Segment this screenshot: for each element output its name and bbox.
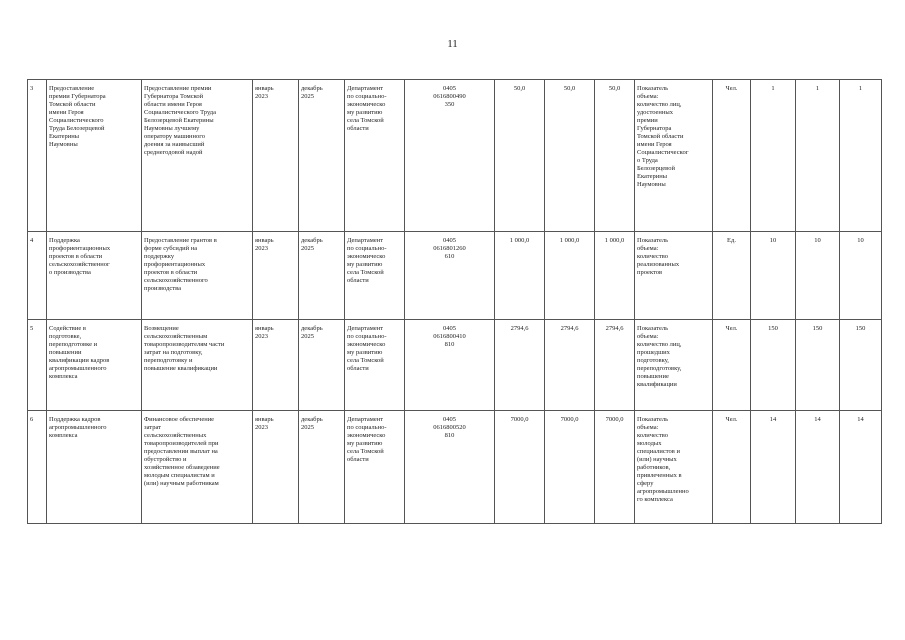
funding-year-1: 7000,0	[495, 411, 545, 524]
table-row	[28, 411, 882, 524]
executor: Департамент по социально- экономическо му развитию села Томской области	[345, 411, 405, 524]
indicator-value-year-1: 14	[751, 411, 796, 524]
row-number: 6	[28, 411, 47, 524]
indicator-value-year-2: 1	[796, 80, 840, 232]
activity-description: Возмещение сельскохозяйственным товаропроизводителям части затрат на подготовку, переподготовку и повышение квалификации	[142, 320, 253, 411]
funding-year-1: 2794,6	[495, 320, 545, 411]
indicator-unit: Чел.	[713, 411, 751, 524]
indicator-value-year-3: 10	[840, 232, 882, 320]
row-number: 5	[28, 320, 47, 411]
budget-code: 0405 0616800490 350	[405, 80, 495, 232]
funding-year-2: 2794,6	[545, 320, 595, 411]
indicator-value-year-3: 150	[840, 320, 882, 411]
activity-name: Предоставление премии Губернатора Томской области имени Героя Социалистического Труда Белозерцевой Екатерины Наумовны	[47, 80, 142, 232]
activity-description: Предоставление грантов в форме субсидий на поддержку профориентационных проектов в области сельскохозяйственного производства	[142, 232, 253, 320]
funding-year-3: 50,0	[595, 80, 635, 232]
indicator-value-year-3: 14	[840, 411, 882, 524]
budget-code: 0405 0616800520 810	[405, 411, 495, 524]
indicator-description: Показатель объема: количество молодых специалистов и (или) научных работников, привлеченных в сферу агропромышленно го комплекса	[635, 411, 713, 524]
indicator-value-year-3: 1	[840, 80, 882, 232]
activity-name: Содействие в подготовке, переподготовке и повышении квалификации кадров агропромышленного комплекса	[47, 320, 142, 411]
activity-description: Финансовое обеспечение затрат сельскохозяйственных товаропроизводителей при предоставлении выплат на обустройство и хозяйственное обзаведение молодым специалистам и (или) научным работникам	[142, 411, 253, 524]
row-number: 3	[28, 80, 47, 232]
funding-year-3: 2794,6	[595, 320, 635, 411]
activity-name: Поддержка профориентационных проектов в области сельскохозяйственног о производства	[47, 232, 142, 320]
indicator-value-year-1: 150	[751, 320, 796, 411]
indicator-value-year-2: 14	[796, 411, 840, 524]
funding-year-2: 7000,0	[545, 411, 595, 524]
page-number: 11	[447, 38, 458, 50]
funding-year-2: 1 000,0	[545, 232, 595, 320]
executor: Департамент по социально- экономическо му развитию села Томской области	[345, 80, 405, 232]
indicator-description: Показатель объема: количество реализованных проектов	[635, 232, 713, 320]
indicator-description: Показатель объема: количество лиц, прошедших подготовку, переподготовку, повышение квалификации	[635, 320, 713, 411]
indicator-value-year-2: 10	[796, 232, 840, 320]
end-date: декабрь 2025	[299, 320, 345, 411]
table-row	[28, 80, 882, 232]
end-date: декабрь 2025	[299, 232, 345, 320]
start-date: январь 2023	[253, 80, 299, 232]
budget-code: 0405 0616800410 810	[405, 320, 495, 411]
funding-year-1: 1 000,0	[495, 232, 545, 320]
indicator-value-year-2: 150	[796, 320, 840, 411]
start-date: январь 2023	[253, 232, 299, 320]
funding-year-3: 7000,0	[595, 411, 635, 524]
end-date: декабрь 2025	[299, 411, 345, 524]
funding-year-1: 50,0	[495, 80, 545, 232]
budget-code: 0405 0616801260 610	[405, 232, 495, 320]
executor: Департамент по социально- экономическо му развитию села Томской области	[345, 320, 405, 411]
table-row	[28, 232, 882, 320]
funding-year-3: 1 000,0	[595, 232, 635, 320]
indicator-unit: Ед.	[713, 232, 751, 320]
indicator-value-year-1: 1	[751, 80, 796, 232]
activity-name: Поддержка кадров агропромышленного комплекса	[47, 411, 142, 524]
table-row	[28, 320, 882, 411]
indicator-unit: Чел.	[713, 80, 751, 232]
start-date: январь 2023	[253, 411, 299, 524]
indicator-description: Показатель объема: количество лиц, удостоенных премии Губернатора Томской области имени Героя Социалистическог о Труда Белозерцевой Екатерины Наумовны	[635, 80, 713, 232]
row-number: 4	[28, 232, 47, 320]
end-date: декабрь 2025	[299, 80, 345, 232]
activity-description: Предоставление премии Губернатора Томской области имени Героя Социалистического Труда Белозерцевой Екатерины Наумовны лучшему оператору машинного доения за наивысший среднегодовой надой	[142, 80, 253, 232]
indicator-unit: Чел.	[713, 320, 751, 411]
start-date: январь 2023	[253, 320, 299, 411]
funding-year-2: 50,0	[545, 80, 595, 232]
executor: Департамент по социально- экономическо му развитию села Томской области	[345, 232, 405, 320]
indicator-value-year-1: 10	[751, 232, 796, 320]
program-activities-table	[27, 79, 882, 524]
